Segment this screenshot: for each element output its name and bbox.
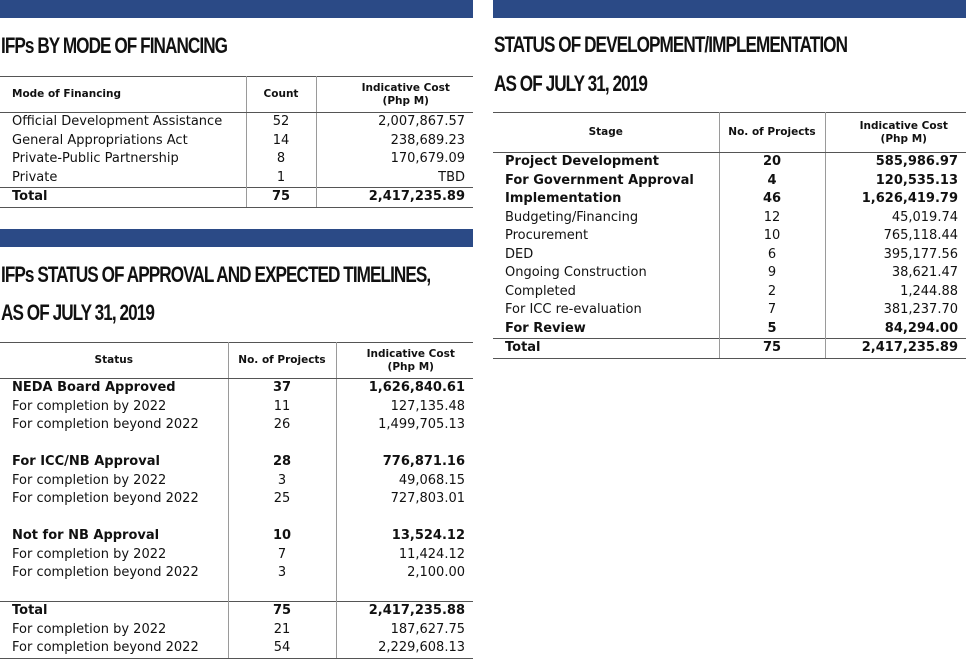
approval-header-count: No. of Projects	[228, 343, 336, 379]
approval-group-label: Not for NB Approval	[0, 527, 228, 546]
development-title-line1: STATUS OF DEVELOPMENT/IMPLEMENTATION	[494, 32, 848, 57]
development-row-count: 9	[719, 264, 825, 283]
development-total-cost: 2,417,235.89	[825, 339, 966, 359]
development-row-count: 7	[719, 301, 825, 320]
approval-row-label: For completion by 2022	[0, 621, 228, 640]
development-total-count: 75	[719, 339, 825, 359]
table-row	[0, 113, 473, 132]
development-row-count: 46	[719, 190, 825, 209]
table-row	[0, 639, 473, 658]
spacer-row	[0, 583, 473, 602]
table-row	[493, 190, 966, 209]
development-header-count: No. of Projects	[719, 113, 825, 153]
development-row-cost: 585,986.97	[875, 154, 958, 169]
table-row	[493, 301, 966, 320]
approval-row-cost: 11,424.12	[398, 546, 465, 562]
approval-row-label: For completion beyond 2022	[0, 416, 228, 435]
top-right-bar	[493, 0, 966, 18]
approval-group-label: For ICC/NB Approval	[0, 453, 228, 472]
table-row	[493, 283, 966, 302]
approval-total-label: Total	[0, 602, 228, 621]
approval-title-line1: IFPs STATUS OF APPROVAL AND EXPECTED TIMELINES,	[1, 262, 431, 287]
approval-row-cost: 127,135.48	[390, 398, 465, 414]
table-row	[493, 264, 966, 283]
approval-row-count: 26	[228, 416, 336, 435]
table-row	[0, 564, 473, 583]
financing-row-cost: 2,007,867.57	[378, 114, 465, 129]
approval-row-cost: 1,499,705.13	[378, 417, 465, 432]
table-row	[0, 472, 473, 491]
financing-row-cost: 170,679.09	[390, 151, 465, 166]
approval-header-status: Status	[0, 343, 228, 379]
development-header-cost	[825, 113, 966, 153]
approval-group-cost: 1,626,840.61	[368, 380, 465, 395]
table-row	[0, 150, 473, 169]
development-title-line2: AS OF JULY 31, 2019	[494, 71, 647, 96]
development-row-cost: 381,237.70	[883, 302, 958, 317]
approval-row-label: For completion by 2022	[0, 546, 228, 565]
table-row	[493, 320, 966, 339]
approval-title-line2: AS OF JULY 31, 2019	[1, 300, 154, 325]
development-row-label: Procurement	[493, 227, 719, 246]
development-row-cost: 120,535.13	[875, 172, 958, 188]
approval-row-count: 3	[228, 564, 336, 583]
development-row-label: Ongoing Construction	[493, 264, 719, 283]
development-row-cost: 395,177.56	[883, 246, 958, 262]
approval-header-cost	[336, 343, 473, 379]
table-row	[0, 546, 473, 565]
financing-row-count: 8	[246, 150, 316, 169]
approval-row-count: 54	[228, 639, 336, 658]
financing-header-cost-text: Indicative Cost (Php M)	[361, 81, 450, 107]
approval-row-count: 25	[228, 490, 336, 509]
development-row-cost: 1,626,419.79	[861, 191, 958, 206]
table-row	[493, 227, 966, 246]
development-table	[493, 112, 966, 359]
approval-header-cost-text: Indicative Cost (Php M)	[366, 347, 455, 373]
table-row	[493, 209, 966, 228]
development-row-label: Project Development	[493, 153, 719, 172]
table-row	[493, 153, 966, 172]
approval-row-cost: 49,068.15	[398, 472, 465, 488]
financing-row-label: Private-Public Partnership	[0, 150, 246, 169]
approval-total-count: 75	[228, 602, 336, 621]
development-header-stage: Stage	[493, 113, 719, 153]
approval-row-label: For completion by 2022	[0, 398, 228, 417]
development-row-count: 20	[719, 153, 825, 172]
approval-total-cost: 2,417,235.88	[336, 602, 473, 621]
table-row	[493, 246, 966, 265]
financing-total-count: 75	[246, 188, 316, 208]
approval-row-cost: 727,803.01	[390, 491, 465, 506]
group-row	[0, 379, 473, 398]
financing-total-cost: 2,417,235.89	[316, 188, 473, 208]
table-row	[0, 398, 473, 417]
approval-row-label: For completion beyond 2022	[0, 564, 228, 583]
development-row-label: For ICC re-evaluation	[493, 301, 719, 320]
development-header-cost-text: Indicative Cost (Php M)	[859, 119, 948, 145]
table-row	[0, 416, 473, 435]
group-row	[0, 527, 473, 546]
financing-total-label: Total	[0, 188, 246, 208]
approval-group-count: 10	[228, 527, 336, 546]
table-row	[493, 172, 966, 191]
spacer-row	[0, 435, 473, 454]
approval-row-label: For completion beyond 2022	[0, 639, 228, 658]
approval-group-cost: 13,524.12	[391, 528, 465, 543]
development-row-cost: 45,019.74	[891, 209, 958, 225]
development-row-count: 5	[719, 320, 825, 339]
table-row	[0, 621, 473, 640]
table-row	[0, 490, 473, 509]
financing-row-count: 52	[246, 113, 316, 132]
approval-group-cost: 776,871.16	[382, 454, 465, 469]
approval-row-count: 3	[228, 472, 336, 491]
development-row-count: 10	[719, 227, 825, 246]
spacer-row	[0, 509, 473, 528]
approval-row-cost: 2,229,608.13	[336, 639, 473, 658]
development-row-count: 12	[719, 209, 825, 228]
development-row-cost: 1,244.88	[900, 283, 958, 299]
financing-row-cost: 238,689.23	[390, 132, 465, 148]
financing-row-label: Official Development Assistance	[0, 113, 246, 132]
development-row-label: DED	[493, 246, 719, 265]
approval-row-count: 11	[228, 398, 336, 417]
approval-group-count: 37	[228, 379, 336, 398]
financing-row-count: 14	[246, 132, 316, 151]
approval-row-label: For completion by 2022	[0, 472, 228, 491]
development-row-cost: 84,294.00	[884, 320, 958, 336]
approval-table	[0, 342, 473, 659]
development-row-count: 2	[719, 283, 825, 302]
development-row-label: For Government Approval	[493, 172, 719, 191]
financing-row-count: 1	[246, 169, 316, 188]
financing-header-count: Count	[246, 77, 316, 113]
financing-title: IFPs BY MODE OF FINANCING	[1, 33, 228, 58]
development-row-cost: 765,118.44	[883, 228, 958, 243]
financing-row-cost: TBD	[438, 169, 465, 185]
table-row-total	[493, 339, 966, 359]
development-row-label: Completed	[493, 283, 719, 302]
approval-row-cost: 2,100.00	[407, 565, 465, 580]
table-row-total	[0, 188, 473, 208]
mid-left-bar	[0, 229, 473, 247]
top-left-bar	[0, 0, 473, 18]
approval-row-count: 7	[228, 546, 336, 565]
financing-header-mode: Mode of Financing	[0, 77, 246, 113]
approval-group-label: NEDA Board Approved	[0, 379, 228, 398]
group-row	[0, 453, 473, 472]
approval-group-count: 28	[228, 453, 336, 472]
development-total-label: Total	[493, 339, 719, 359]
development-row-count: 4	[719, 172, 825, 191]
approval-row-label: For completion beyond 2022	[0, 490, 228, 509]
group-row-total	[0, 602, 473, 621]
financing-table	[0, 76, 473, 208]
financing-row-label: General Appropriations Act	[0, 132, 246, 151]
financing-row-label: Private	[0, 169, 246, 188]
table-row	[0, 132, 473, 151]
approval-row-count: 21	[228, 621, 336, 640]
approval-row-cost: 187,627.75	[390, 621, 465, 637]
development-row-label: Implementation	[493, 190, 719, 209]
financing-header-cost	[316, 77, 473, 113]
table-row	[0, 169, 473, 188]
development-row-count: 6	[719, 246, 825, 265]
development-row-label: For Review	[493, 320, 719, 339]
development-row-cost: 38,621.47	[891, 265, 958, 280]
development-row-label: Budgeting/Financing	[493, 209, 719, 228]
